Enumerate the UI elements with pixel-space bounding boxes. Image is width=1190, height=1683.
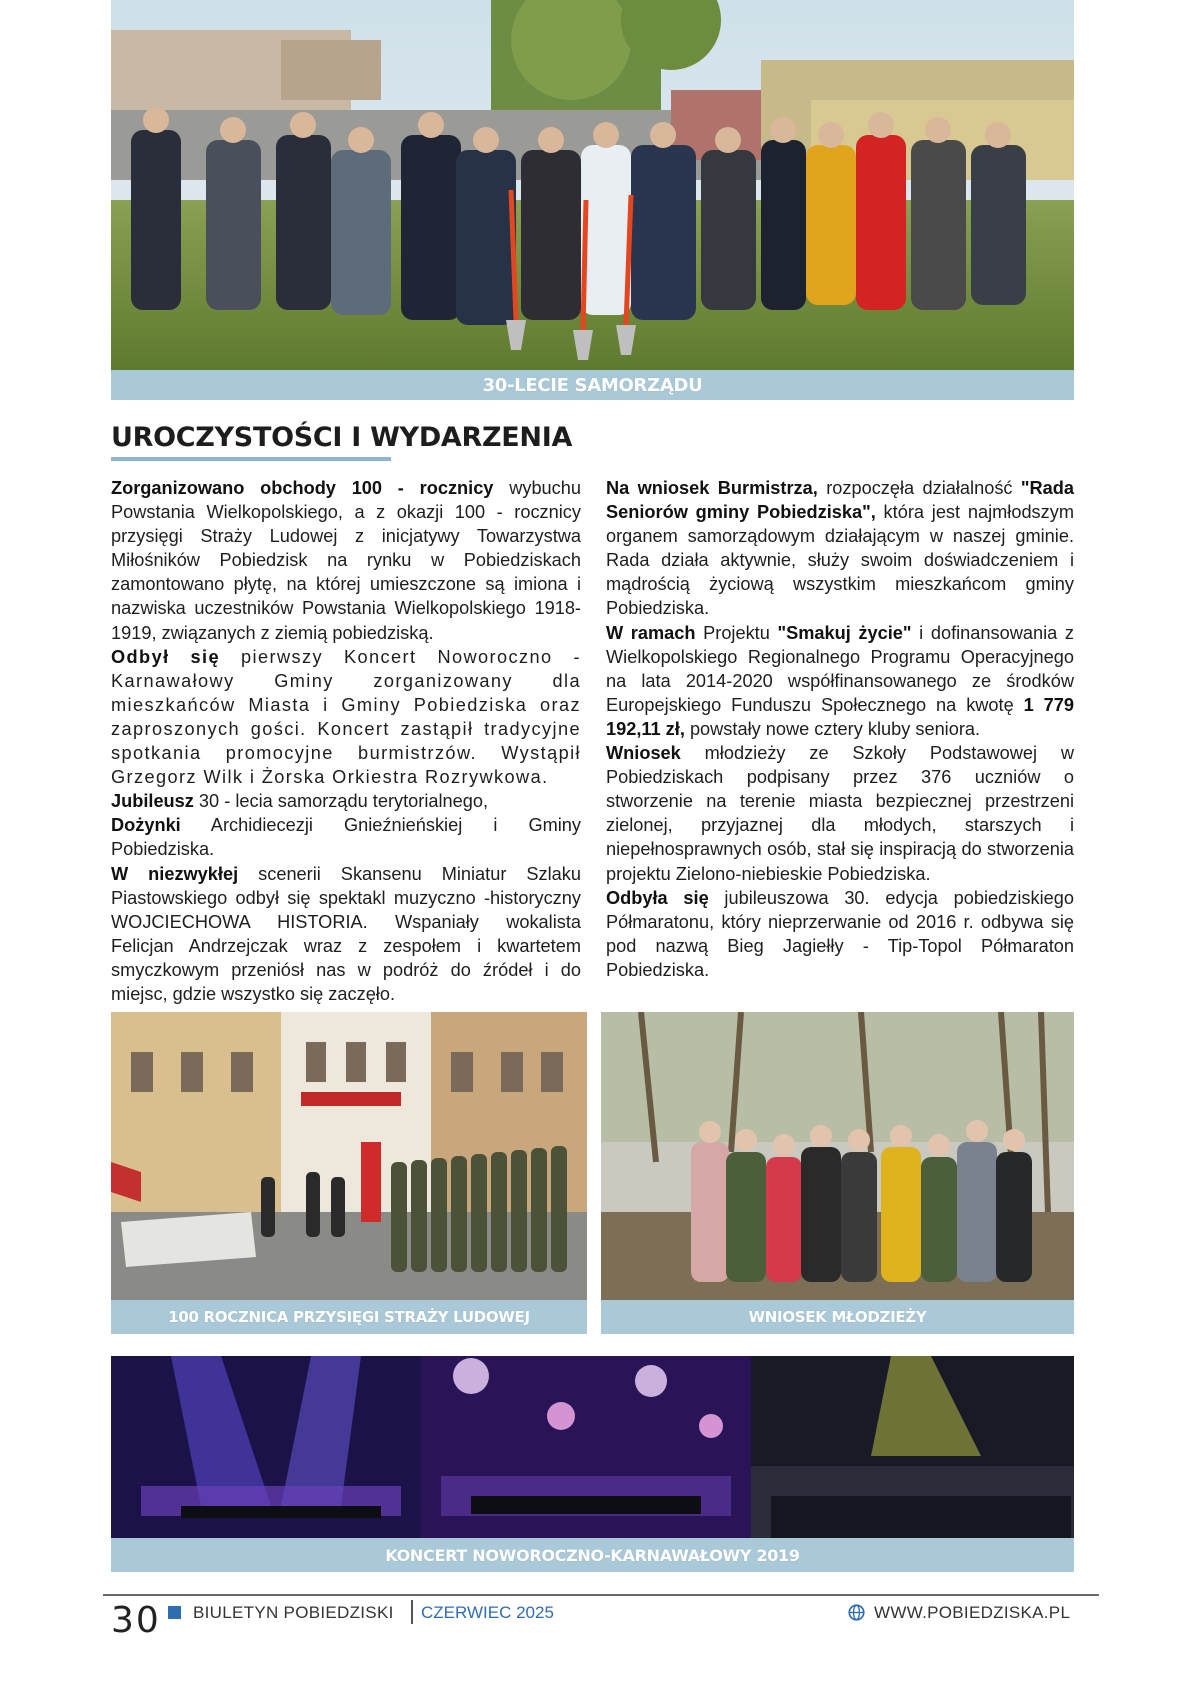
footer-divider-line — [103, 1594, 1099, 1596]
photo-youth-group — [601, 1012, 1074, 1300]
issue-date: CZERWIEC 2025 — [421, 1603, 554, 1622]
website-url[interactable]: WWW.POBIEDZISKA.PL — [874, 1603, 1071, 1622]
article-left-column — [111, 476, 581, 1006]
caption-oath-photo: 100 ROCZNICA PRZYSIĘGI STRAŻY LUDOWEJ — [111, 1300, 587, 1334]
footer-square-icon — [168, 1606, 181, 1619]
paragraph: Odbył się pierwszy Koncert Noworoczno -Karnawałowy Gminy zorganizowany dla mieszkańców Miasta i Gminy Pobiedziska oraz zaproszonych gości. Koncert zastąpił tradycyjne spotkania promocyjne burmistrzów. Wystąpił Grzegorz Wilk i Żorska Orkiestra Rozrywkowa. — [111, 646, 581, 788]
photo-group-ceremony — [111, 0, 1074, 370]
caption-youth-photo: WNIOSEK MŁODZIEŻY — [601, 1300, 1074, 1334]
page-number: 30 — [111, 1600, 161, 1641]
publication-name: BIULETYN POBIEDZISKI — [193, 1603, 394, 1622]
paragraph: Zorganizowano obchody 100 - rocznicy wybuchu Powstania Wielkopolskiego, a z okazji 100 - rocznicy przysięgi Straży Ludowej z inicjatywy Towarzystwa Miłośników Pobiedzisk na rynku w Pobiedziskach zamontowano płytę, na której umieszczone są imiona i nazwiska uczestników Powstania Wielkopolskiego 1918-1919, związanych z ziemią pobiedziską. — [111, 478, 581, 643]
paragraph: Dożynki Archidiecezji Gnieźnieńskiej i Gminy Pobiedziska. — [111, 815, 581, 860]
article-right-column — [606, 476, 1074, 982]
photo-concert — [111, 1356, 1074, 1538]
globe-icon — [848, 1604, 865, 1621]
paragraph: Wniosek młodzieży ze Szkoły Podstawowej w Pobiedziskach podpisany przez 376 uczniów o stworzenie na terenie miasta bezpiecznej przestrzeni zielonej, przyjaznej dla młodych, starszych i niepełnosprawnych osób, stał się inspiracją do stworzenia projektu Zielono-niebieskie Pobiedziska. — [606, 743, 1074, 884]
caption-top-photo: 30-LECIE SAMORZĄDU — [111, 370, 1074, 400]
title-underline — [111, 457, 391, 461]
paragraph: Odbyła się jubileuszowa 30. edycja pobiedziskiego Półmaratonu, który nieprzerwanie od 2016 r. odbywa się pod nazwą Bieg Jagiełły - Tip-Topol Półmaraton Pobiedziska. — [606, 887, 1074, 980]
paragraph: Na wniosek Burmistrza, rozpoczęła działalność "Rada Seniorów gminy Pobiedziska", która jest najmłodszym organem samorządowym działającym w naszej gminie. Rada działa aktywnie, służy swoim doświadczeniem i mądrością życiową wszystkim mieszkańcom gminy Pobiedziska. — [606, 478, 1074, 619]
footer-separator — [411, 1600, 413, 1624]
caption-concert-photo: KONCERT NOWOROCZNO-KARNAWAŁOWY 2019 — [111, 1538, 1074, 1572]
paragraph: Jubileusz 30 - lecia samorządu terytorialnego, — [111, 791, 489, 812]
paragraph: W niezwykłej scenerii Skansenu Miniatur Szlaku Piastowskiego odbył się spektakl muzyczno -historyczny WOJCIECHOWA HISTORIA. Wspaniały wokalista Felicjan Andrzejczak wraz z zespołem i kwartetem smyczkowym przeniósł nas w podróż do źródeł i do miejsc, gdzie wszystko się zaczęło. — [111, 863, 581, 1004]
paragraph: W ramach Projektu "Smakuj życie" i dofinansowania z Wielkopolskiego Regionalnego Programu Operacyjnego na lata 2014-2020 współfinansowanego ze środków Europejskiego Funduszu Społecznego na kwotę 1 779 192,11 zł, powstały nowe cztery kluby seniora. — [606, 622, 1075, 739]
photo-oath-ceremony — [111, 1012, 587, 1300]
section-title: UROCZYSTOŚCI I WYDARZENIA — [111, 422, 573, 453]
